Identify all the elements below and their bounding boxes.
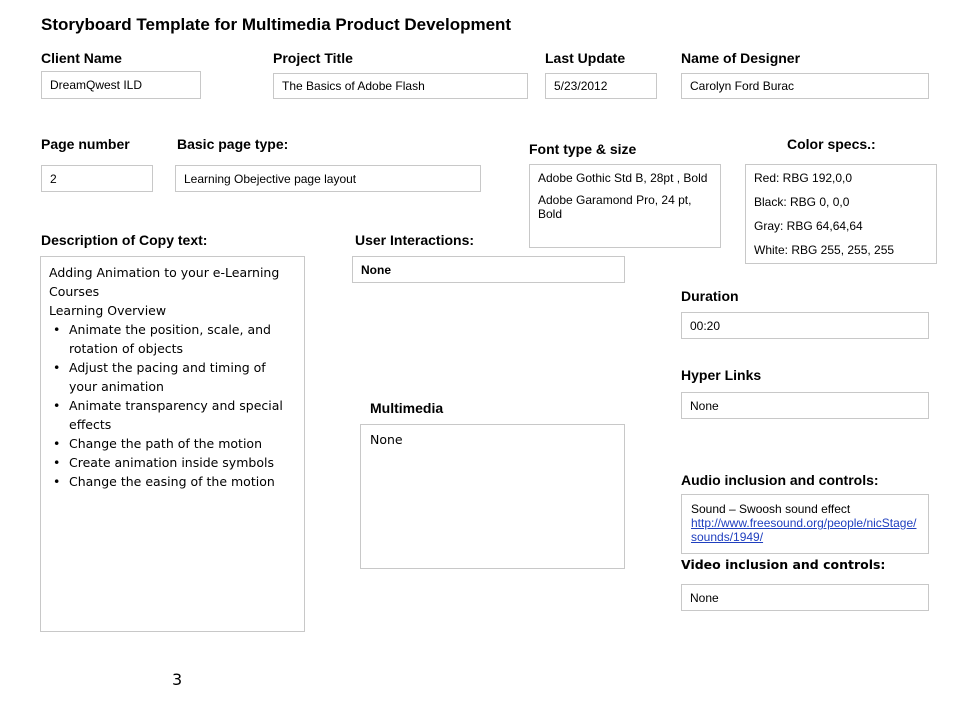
project-title-label: Project Title [273,50,353,66]
video-label: Video inclusion and controls: [681,557,886,572]
interactions-field[interactable]: None [352,256,625,283]
audio-field[interactable] [681,494,929,554]
duration-label: Duration [681,288,739,304]
color-label: Color specs.: [787,136,876,152]
copy-subheading: Learning Overview [49,303,167,318]
page-number-field[interactable]: 2 [41,165,153,192]
audio-link[interactable]: http://www.freesound.org/people/nicStage/sounds/1949/ [691,516,917,544]
font-line: Adobe Gothic Std B, 28pt , Bold [538,171,708,185]
color-line: Red: RBG 192,0,0 [754,171,853,185]
copy-label: Description of Copy text: [41,232,208,248]
client-name-label: Client Name [41,50,122,66]
color-line: Gray: RBG 64,64,64 [754,219,863,233]
duration-field[interactable]: 00:20 [681,312,929,339]
last-update-label: Last Update [545,50,626,66]
page-type-label: Basic page type: [177,136,289,152]
multimedia-field[interactable]: None [360,424,625,569]
color-line: White: RBG 255, 255, 255 [754,243,895,257]
client-name-field[interactable]: DreamQwest ILD [41,71,201,99]
video-field[interactable]: None [681,584,929,611]
designer-field[interactable]: Carolyn Ford Burac [681,73,929,99]
copy-bullet: • Adjust the pacing and timing of your animation [69,358,296,396]
hyperlinks-label: Hyper Links [681,367,762,383]
last-update-field[interactable]: 5/23/2012 [545,73,657,99]
copy-text-field[interactable] [40,256,305,632]
copy-heading: Adding Animation to your e-Learning Courses [49,265,280,299]
page-type-field[interactable]: Learning Obejective page layout [175,165,481,192]
audio-label: Audio inclusion and controls: [681,472,879,488]
copy-bullet-list [49,320,296,491]
multimedia-label: Multimedia [370,400,444,416]
copy-bullet: • Create animation inside symbols [69,453,296,472]
font-line: Adobe Garamond Pro, 24 pt, Bold [538,193,692,221]
page-number-footer: 3 [172,670,183,689]
audio-description: Sound – Swoosh sound effect [691,502,851,516]
audio-link-wrap [691,516,919,544]
font-label: Font type & size [529,141,637,157]
color-field[interactable] [745,164,937,264]
page-title: Storyboard Template for Multimedia Product Development [41,15,512,34]
page-number-label: Page number [41,136,130,152]
copy-bullet: • Animate the position, scale, and rotation of objects [69,320,296,358]
hyperlinks-field[interactable]: None [681,392,929,419]
interactions-label: User Interactions: [355,232,475,248]
designer-label: Name of Designer [681,50,801,66]
copy-bullet: • Change the path of the motion [69,434,296,453]
font-field[interactable] [529,164,721,248]
copy-bullet: • Animate transparency and special effects [69,396,296,434]
project-title-field[interactable]: The Basics of Adobe Flash [273,73,528,99]
copy-bullet: • Change the easing of the motion [69,472,296,491]
color-line: Black: RBG 0, 0,0 [754,195,850,209]
